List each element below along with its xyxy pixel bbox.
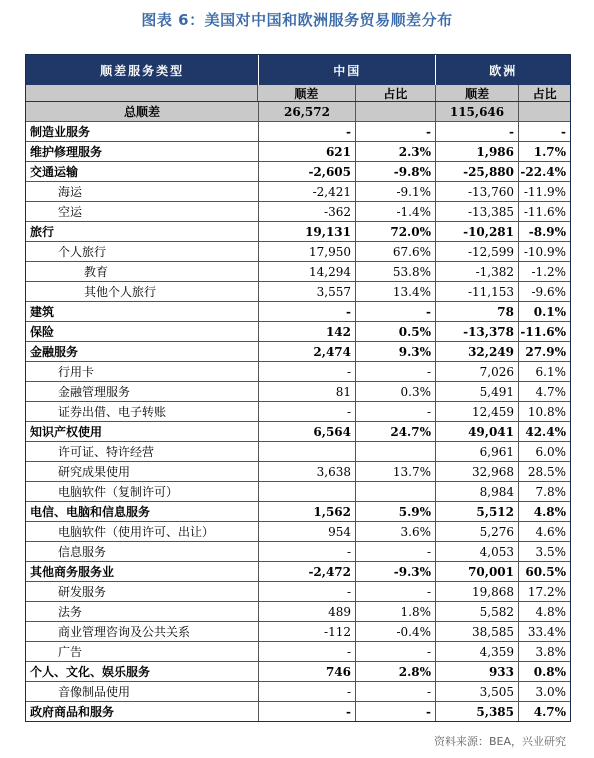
china-share-cell: 0.3%	[356, 382, 436, 401]
table-subheader	[26, 85, 570, 102]
china-share-cell: 72.0%	[356, 222, 436, 241]
china-surplus-cell	[259, 442, 356, 461]
row-label: 法务	[26, 602, 259, 621]
table-row	[26, 682, 570, 702]
europe-share-cell: 4.8%	[533, 504, 566, 519]
china-share-cell	[356, 482, 436, 501]
table-row	[26, 342, 570, 362]
europe-share-cell: 3.5%	[535, 544, 566, 559]
source-note: 资料来源：BEA，兴业研究	[433, 735, 566, 748]
europe-surplus-cell: 19,868	[436, 582, 519, 601]
subheader-china-surplus: 顺差	[258, 85, 355, 101]
china-share-cell: -	[356, 702, 436, 721]
china-surplus-cell: -	[259, 122, 356, 141]
europe-share-cell: 6.1%	[535, 364, 566, 379]
table-row	[26, 702, 570, 721]
row-label: 研究成果使用	[26, 462, 259, 481]
europe-surplus-cell: 5,512	[436, 502, 519, 521]
row-label: 总顺差	[26, 102, 259, 121]
china-surplus-cell: 81	[259, 382, 356, 401]
china-surplus-cell: 142	[259, 322, 356, 341]
europe-surplus-cell: 7,026	[436, 362, 519, 381]
europe-share-cell: 0.1%	[533, 304, 566, 319]
europe-share-cell: 27.9%	[525, 344, 566, 359]
europe-share-cell: 3.8%	[535, 644, 566, 659]
subheader-europe-surplus: 顺差	[436, 85, 519, 101]
europe-surplus-cell: 4,053	[436, 542, 519, 561]
china-surplus-cell: 14,294	[259, 262, 356, 281]
table-row	[26, 162, 570, 182]
row-label: 电信、电脑和信息服务	[26, 502, 259, 521]
table-row	[26, 362, 570, 382]
china-share-cell: 0.5%	[356, 322, 436, 341]
china-surplus-cell: -112	[259, 622, 356, 641]
china-surplus-cell: 2,474	[259, 342, 356, 361]
europe-share-cell: 6.0%	[535, 444, 566, 459]
row-label: 商业管理咨询及公共关系	[26, 622, 259, 641]
china-surplus-cell: -	[259, 582, 356, 601]
europe-share-cell: 4.8%	[535, 604, 566, 619]
china-surplus-cell: 19,131	[259, 222, 356, 241]
china-share-cell: 13.7%	[356, 462, 436, 481]
europe-surplus-cell: 78	[436, 302, 519, 321]
europe-share-cell: -9.6%	[531, 284, 566, 299]
europe-surplus-cell: 115,646	[436, 102, 519, 121]
china-surplus-cell: 26,572	[259, 102, 356, 121]
row-label: 金融服务	[26, 342, 259, 361]
europe-surplus-cell: 5,582	[436, 602, 519, 621]
europe-surplus-cell: 32,249	[436, 342, 519, 361]
europe-surplus-cell: 5,385	[436, 702, 519, 721]
china-share-cell: -9.8%	[356, 162, 436, 181]
row-label: 维护修理服务	[26, 142, 259, 161]
china-share-cell: 9.3%	[356, 342, 436, 361]
table-row	[26, 242, 570, 262]
europe-surplus-cell: 5,491	[436, 382, 519, 401]
europe-share-cell: -1.2%	[531, 264, 566, 279]
china-surplus-cell: -	[259, 702, 356, 721]
table-row	[26, 202, 570, 222]
row-label: 旅行	[26, 222, 259, 241]
row-label: 许可证、特许经营	[26, 442, 259, 461]
china-surplus-cell: -2,605	[259, 162, 356, 181]
china-share-cell: 24.7%	[356, 422, 436, 441]
header-europe: 欧洲	[489, 63, 518, 78]
europe-share-cell: 60.5%	[525, 564, 566, 579]
row-label: 研发服务	[26, 582, 259, 601]
row-label: 知识产权使用	[26, 422, 259, 441]
europe-surplus-cell: 8,984	[436, 482, 519, 501]
europe-surplus-cell: 3,505	[436, 682, 519, 701]
row-label: 交通运输	[26, 162, 259, 181]
europe-surplus-cell: 5,276	[436, 522, 519, 541]
china-share-cell: -9.3%	[356, 562, 436, 581]
row-label: 证券出借、电子转账	[26, 402, 259, 421]
china-surplus-cell: 3,638	[259, 462, 356, 481]
table-row	[26, 502, 570, 522]
table-row	[26, 422, 570, 442]
china-share-cell: 1.8%	[356, 602, 436, 621]
china-surplus-cell: 6,564	[259, 422, 356, 441]
china-share-cell: 3.6%	[356, 522, 436, 541]
row-label: 制造业服务	[26, 122, 259, 141]
china-surplus-cell: -	[259, 682, 356, 701]
china-share-cell: -	[356, 302, 436, 321]
table-body	[26, 102, 570, 721]
row-label: 海运	[26, 182, 259, 201]
europe-share-cell: 10.8%	[527, 404, 566, 419]
table-row	[26, 542, 570, 562]
china-surplus-cell: 17,950	[259, 242, 356, 261]
europe-share-cell: -11.6%	[520, 324, 566, 339]
row-label: 信息服务	[26, 542, 259, 561]
row-label: 空运	[26, 202, 259, 221]
header-type: 顺差服务类型	[26, 55, 259, 85]
row-label: 保险	[26, 322, 259, 341]
china-surplus-cell: -362	[259, 202, 356, 221]
china-share-cell: 13.4%	[356, 282, 436, 301]
europe-surplus-cell: 1,986	[436, 142, 519, 161]
table-header	[26, 55, 570, 85]
table-row	[26, 282, 570, 302]
china-surplus-cell: -2,472	[259, 562, 356, 581]
china-share-cell: -1.4%	[356, 202, 436, 221]
table-row	[26, 442, 570, 462]
europe-surplus-cell: 32,968	[436, 462, 519, 481]
europe-share-cell: 4.7%	[535, 384, 566, 399]
header-china: 中国	[259, 55, 436, 85]
china-share-cell: -	[356, 542, 436, 561]
europe-surplus-cell: 49,041	[436, 422, 519, 441]
china-share-cell: 53.8%	[356, 262, 436, 281]
row-label: 个人旅行	[26, 242, 259, 261]
trade-surplus-table	[25, 54, 571, 722]
china-surplus-cell: 1,562	[259, 502, 356, 521]
europe-surplus-cell: -12,599	[436, 242, 519, 261]
europe-share-cell: 1.7%	[533, 144, 566, 159]
europe-share-cell: 42.4%	[525, 424, 566, 439]
row-label: 金融管理服务	[26, 382, 259, 401]
europe-share-cell: 0.8%	[533, 664, 566, 679]
row-label: 其他商务服务业	[26, 562, 259, 581]
table-row	[26, 562, 570, 582]
table-row	[26, 642, 570, 662]
china-share-cell	[356, 102, 436, 121]
subheader-europe-share: 占比	[532, 86, 557, 101]
table-row	[26, 182, 570, 202]
subheader-china-share: 占比	[356, 85, 436, 101]
china-share-cell: 5.9%	[356, 502, 436, 521]
table-row	[26, 602, 570, 622]
china-surplus-cell: -2,421	[259, 182, 356, 201]
europe-surplus-cell: 933	[436, 662, 519, 681]
row-label: 电脑软件（复制许可）	[26, 482, 259, 501]
china-surplus-cell: -	[259, 542, 356, 561]
europe-share-cell: 7.8%	[535, 484, 566, 499]
table-row	[26, 302, 570, 322]
china-share-cell: 2.3%	[356, 142, 436, 161]
europe-surplus-cell: 38,585	[436, 622, 519, 641]
europe-surplus-cell: -13,378	[436, 322, 519, 341]
europe-share-cell: 28.5%	[527, 464, 566, 479]
table-row	[26, 522, 570, 542]
europe-share-cell: -22.4%	[520, 164, 566, 179]
europe-surplus-cell: 12,459	[436, 402, 519, 421]
china-share-cell: -	[356, 682, 436, 701]
china-share-cell	[356, 442, 436, 461]
europe-surplus-cell: 4,359	[436, 642, 519, 661]
row-label: 教育	[26, 262, 259, 281]
row-label: 建筑	[26, 302, 259, 321]
europe-share-cell: 4.7%	[533, 704, 566, 719]
china-surplus-cell	[259, 482, 356, 501]
china-surplus-cell: 621	[259, 142, 356, 161]
europe-surplus-cell: -1,382	[436, 262, 519, 281]
europe-surplus-cell: -10,281	[436, 222, 519, 241]
china-surplus-cell: 3,557	[259, 282, 356, 301]
table-row	[26, 122, 570, 142]
china-surplus-cell: 954	[259, 522, 356, 541]
table-row	[26, 222, 570, 242]
europe-share-cell: -10.9%	[523, 244, 566, 259]
europe-share-cell: 4.6%	[535, 524, 566, 539]
table-row	[26, 382, 570, 402]
china-surplus-cell: -	[259, 362, 356, 381]
table-row	[26, 402, 570, 422]
row-label: 政府商品和服务	[26, 702, 259, 721]
china-surplus-cell: -	[259, 642, 356, 661]
table-row	[26, 482, 570, 502]
europe-share-cell	[519, 102, 570, 121]
table-row	[26, 102, 570, 122]
europe-share-cell: 33.4%	[527, 624, 566, 639]
row-label: 行用卡	[26, 362, 259, 381]
europe-share-cell: -	[561, 124, 566, 139]
europe-share-cell: -11.6%	[523, 204, 566, 219]
europe-share-cell: 3.0%	[535, 684, 566, 699]
china-share-cell: 2.8%	[356, 662, 436, 681]
china-surplus-cell: -	[259, 402, 356, 421]
china-share-cell: -	[356, 402, 436, 421]
table-row	[26, 462, 570, 482]
europe-surplus-cell: -13,760	[436, 182, 519, 201]
china-share-cell: -9.1%	[356, 182, 436, 201]
europe-surplus-cell: -25,880	[436, 162, 519, 181]
row-label: 电脑软件（使用许可、出让）	[26, 522, 259, 541]
subheader-blank	[26, 85, 258, 101]
china-surplus-cell: -	[259, 302, 356, 321]
europe-surplus-cell: -13,385	[436, 202, 519, 221]
europe-surplus-cell: -	[436, 122, 519, 141]
china-surplus-cell: 746	[259, 662, 356, 681]
europe-share-cell: -11.9%	[523, 184, 566, 199]
china-share-cell: -0.4%	[356, 622, 436, 641]
table-row	[26, 142, 570, 162]
china-share-cell: -	[356, 642, 436, 661]
china-share-cell: 67.6%	[356, 242, 436, 261]
europe-surplus-cell: 6,961	[436, 442, 519, 461]
row-label: 音像制品使用	[26, 682, 259, 701]
europe-share-cell: 17.2%	[527, 584, 566, 599]
table-row	[26, 662, 570, 682]
europe-surplus-cell: -11,153	[436, 282, 519, 301]
china-share-cell: -	[356, 122, 436, 141]
china-share-cell: -	[356, 362, 436, 381]
table-row	[26, 262, 570, 282]
europe-share-cell: -8.9%	[528, 224, 566, 239]
table-row	[26, 622, 570, 642]
china-share-cell: -	[356, 582, 436, 601]
china-surplus-cell: 489	[259, 602, 356, 621]
europe-surplus-cell: 70,001	[436, 562, 519, 581]
row-label: 广告	[26, 642, 259, 661]
table-row	[26, 322, 570, 342]
row-label: 其他个人旅行	[26, 282, 259, 301]
row-label: 个人、文化、娱乐服务	[26, 662, 259, 681]
table-row	[26, 582, 570, 602]
page-title: 图表 6：美国对中国和欧洲服务贸易顺差分布	[141, 11, 453, 29]
